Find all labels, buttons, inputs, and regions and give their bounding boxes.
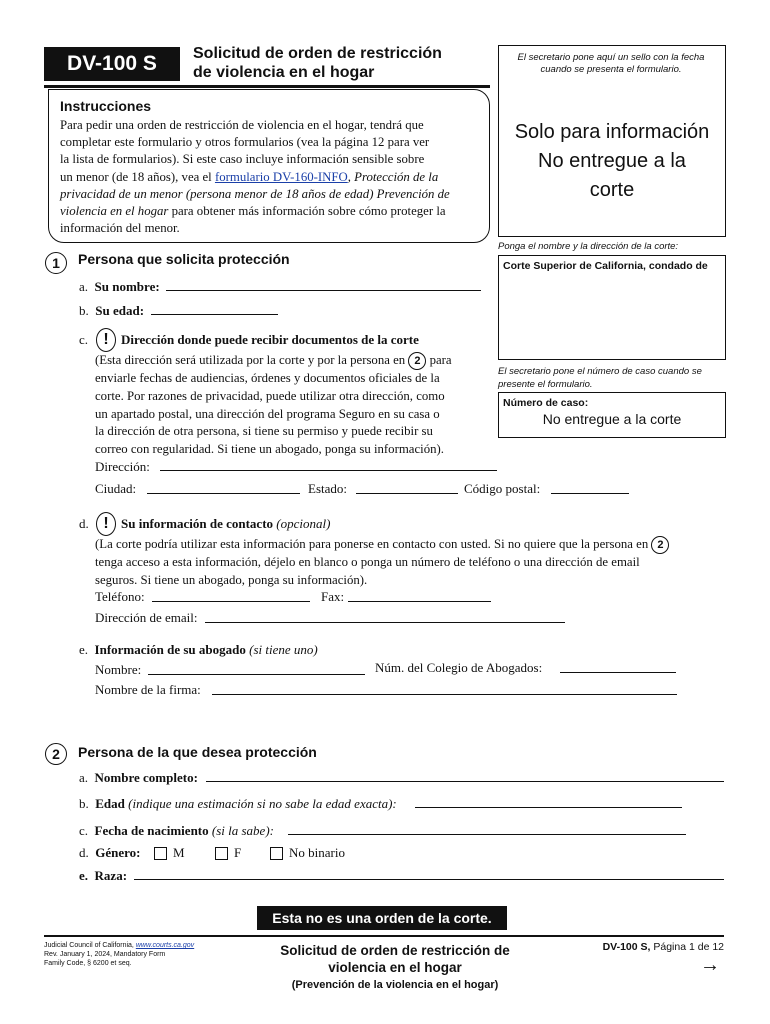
item-prefix: a. (79, 279, 89, 294)
item-1c-text (95, 352, 495, 459)
age-hint: (indique una estimación si no sabe la edad exacta): (128, 796, 397, 811)
section-1-number: 1 (45, 252, 67, 274)
dob-label: Fecha de nacimiento (94, 823, 209, 838)
info-only-notice (498, 118, 726, 205)
item-1a (79, 279, 160, 295)
your-age-field[interactable] (151, 314, 278, 315)
header-rule (44, 85, 490, 88)
state-field[interactable] (356, 493, 458, 494)
item-prefix: b. (79, 303, 89, 318)
instructions-text: para obtener más información sobre cómo proteger la (168, 204, 446, 219)
item-1c-line: la dirección de otra persona, si tiene su permiso y puede recibir su (95, 424, 433, 439)
gender-m-label: M (173, 845, 185, 860)
instructions-text: violencia en el hogar (60, 204, 169, 219)
dob-hint: (si la sabe): (211, 823, 274, 838)
item-1c-line (95, 352, 495, 370)
item-2e (79, 868, 127, 884)
optional-hint: (si tiene uno) (249, 642, 318, 657)
text-span: (Esta dirección será utilizada por la corte y por la persona en (95, 353, 406, 367)
footer-publisher (44, 941, 194, 950)
court-note: Ponga el nombre y la dirección de la corte: (498, 241, 679, 252)
warning-icon: ! (96, 512, 116, 536)
instructions-text: un menor (de 18 años), vea el (60, 169, 215, 184)
item-prefix: b. (79, 796, 89, 811)
footer-revision: Rev. January 1, 2024, Mandatory Form (44, 951, 166, 958)
footer-rule (44, 935, 724, 937)
footer-page-number: Página 1 de 12 (650, 941, 724, 953)
item-2d (79, 845, 141, 861)
section-2-ref-icon: 2 (651, 536, 669, 554)
form-title-line1: Solicitud de orden de restricción (193, 45, 442, 62)
instructions-line: la lista de formularios). Si este caso incluye información sensible sobre (60, 152, 425, 167)
your-name-label: Su nombre: (94, 279, 160, 294)
item-1c-label: Dirección donde puede recibir documentos de la corte (121, 332, 419, 347)
section-2-number: 2 (45, 743, 67, 765)
instructions-text: , Protección de la (347, 169, 439, 184)
city-field[interactable] (147, 493, 300, 494)
next-page-arrow-icon[interactable]: → (700, 954, 720, 976)
phone-label: Teléfono: (95, 589, 145, 604)
case-number-note: El secretario pone el número de caso cuando se presente el formulario. (498, 366, 702, 390)
age-label: Edad (95, 796, 125, 811)
text-span: para (429, 353, 452, 367)
footer-page (580, 941, 724, 953)
race-field[interactable] (134, 879, 724, 880)
item-1d-text (95, 536, 725, 589)
footer-title-line2: violencia en el hogar (328, 960, 462, 975)
age-field[interactable] (415, 807, 682, 808)
not-court-order-banner: Esta no es una orden de la corte. (257, 906, 507, 930)
footer-title-line1: Solicitud de orden de restricción de (280, 943, 510, 958)
footer-left (44, 941, 194, 968)
footer-form-id: DV-100 S, (602, 941, 651, 953)
item-2a (79, 770, 198, 786)
firm-name-label: Nombre de la firma: (95, 682, 201, 697)
address-field[interactable] (160, 470, 497, 471)
dob-field[interactable] (288, 834, 686, 835)
section-1-title: Persona que solicita protección (78, 251, 290, 267)
full-name-field[interactable] (206, 781, 724, 782)
city-label: Ciudad: (95, 481, 137, 496)
attorney-info-label: Información de su abogado (94, 642, 246, 657)
instructions-line: completar este formulario y otros formularios (vea la página 12 para ver (60, 135, 430, 150)
text-span: Judicial Council of California, (44, 942, 136, 949)
phone-field[interactable] (152, 601, 310, 602)
instructions-heading: Instrucciones (60, 98, 152, 114)
gender-m-checkbox[interactable] (154, 847, 167, 860)
notice-line: corte (589, 179, 635, 201)
item-1d-line (95, 536, 725, 554)
instructions-line (60, 169, 485, 186)
item-1c-line: corte. Por razones de privacidad, puede utilizar otra dirección, como (95, 388, 445, 403)
fax-label: Fax: (321, 589, 345, 604)
attorney-name-label: Nombre: (95, 662, 142, 677)
your-name-field[interactable] (166, 290, 481, 291)
form-id-badge: DV-100 S (44, 47, 180, 81)
zip-field[interactable] (551, 493, 629, 494)
item-prefix: e. (79, 868, 89, 883)
footer-subtitle: (Prevención de la violencia en el hogar) (291, 979, 499, 991)
state-label: Estado: (308, 481, 347, 496)
gender-nonbinary-checkbox[interactable] (270, 847, 283, 860)
form-title (193, 44, 442, 82)
gender-f-checkbox[interactable] (215, 847, 228, 860)
gender-f-label: F (234, 845, 242, 860)
instructions-line (60, 203, 485, 220)
footer-center (250, 942, 540, 994)
instructions-line: privacidad de un menor (persona menor de 18 años de edad) Prevención de (60, 186, 450, 201)
item-1c-prefix: c. (79, 332, 89, 347)
item-prefix: e. (79, 642, 89, 657)
email-label: Dirección de email: (95, 610, 198, 625)
text-span: (La corte podría utilizar esta información para ponerse en contacto con usted. Si no quiere que la persona en (95, 537, 649, 551)
instructions-line: Para pedir una orden de restricción de violencia en el hogar, tendrá que (60, 118, 424, 132)
warning-icon: ! (96, 328, 116, 352)
item-2c (79, 823, 274, 839)
courts-website-link[interactable]: www.courts.ca.gov (135, 942, 195, 949)
form-title-line2: de violencia en el hogar (193, 64, 375, 81)
case-number-label: Número de caso: (503, 397, 589, 409)
gender-label: Género: (95, 845, 141, 860)
bar-number-label: Núm. del Colegio de Abogados: (375, 660, 543, 675)
case-number-value: No entregue a la corte (542, 411, 682, 427)
clerk-stamp-note: El secretario pone aquí un sello con la fecha cuando se presenta el formulario. (517, 52, 705, 75)
item-1d-prefix: d. (79, 516, 89, 531)
item-1e (79, 642, 318, 658)
item-1c-line: un apartado postal, una dirección del programa Seguro en su casa o (95, 406, 440, 421)
section-2-title: Persona de la que desea protección (78, 744, 317, 760)
contact-info-label: Su información de contacto (121, 516, 274, 531)
item-1c-line: enviarle fechas de audiencias, órdenes y documentos oficiales de la (95, 371, 440, 385)
item-1d-line: seguros. Si tiene un abogado, ponga su información). (95, 572, 368, 587)
your-age-label: Su edad: (95, 303, 145, 318)
item-prefix: d. (79, 845, 89, 860)
item-1b (79, 303, 144, 319)
attorney-name-field[interactable] (148, 674, 365, 675)
optional-hint: (opcional) (276, 516, 331, 531)
section-2-ref-icon: 2 (408, 352, 426, 370)
item-prefix: c. (79, 823, 89, 838)
firm-name-field[interactable] (212, 694, 677, 695)
fax-field[interactable] (348, 601, 491, 602)
footer-code: Family Code, § 6200 et seq. (44, 960, 132, 967)
court-label: Corte Superior de California, condado de (503, 260, 708, 272)
email-field[interactable] (205, 622, 565, 623)
item-prefix: a. (79, 770, 89, 785)
gender-nonbinary-label: No binario (289, 845, 345, 860)
bar-number-field[interactable] (560, 672, 676, 673)
dv-160-info-link[interactable]: formulario DV-160-INFO (214, 169, 348, 184)
notice-line: No entregue a la (538, 150, 686, 172)
full-name-label: Nombre completo: (94, 770, 198, 785)
zip-label: Código postal: (464, 481, 541, 496)
instructions-line: información del menor. (60, 221, 180, 236)
race-label: Raza: (94, 868, 128, 883)
item-1c-line: correo con regularidad. Si tiene un abogado, ponga su información). (95, 442, 444, 457)
item-1d-label (121, 516, 330, 532)
item-2b (79, 796, 397, 812)
address-label: Dirección: (95, 459, 150, 474)
notice-line: Solo para información (514, 121, 710, 143)
item-1d-line: tenga acceso a esta información, déjelo en blanco o ponga un número de teléfono o una dirección de email (95, 555, 640, 569)
instructions-body (60, 117, 485, 237)
